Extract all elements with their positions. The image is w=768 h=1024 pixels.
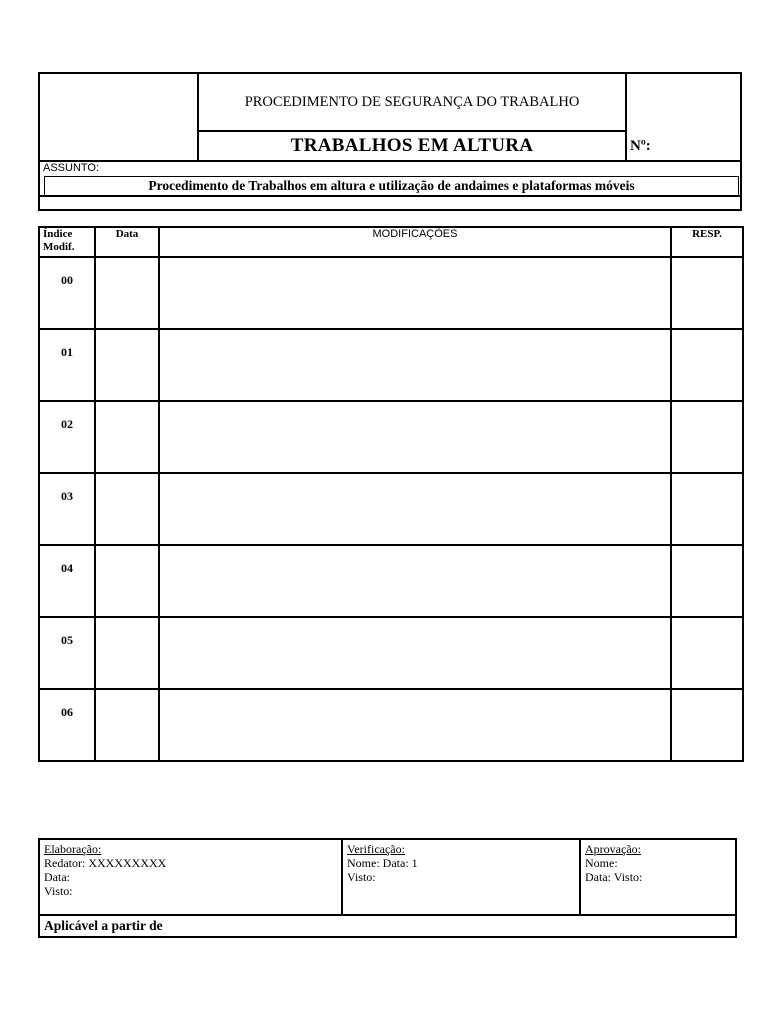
logo-area [40, 74, 199, 160]
table-row [39, 473, 743, 545]
elaboration-section [40, 840, 343, 914]
revision-date-cell [95, 545, 159, 617]
revision-index: 02 [39, 401, 95, 473]
document-number-label: Nº: [630, 137, 651, 154]
revision-resp-cell [671, 689, 743, 761]
revision-resp-cell [671, 617, 743, 689]
revision-index: 01 [39, 329, 95, 401]
approval-name: Nome: [585, 856, 618, 870]
table-row [39, 545, 743, 617]
revision-modifications-cell [159, 257, 671, 329]
document-type: PROCEDIMENTO DE SEGURANÇA DO TRABALHO [199, 74, 627, 132]
verification-section [343, 840, 581, 914]
elaboration-redator: Redator: XXXXXXXXX [44, 856, 167, 870]
revision-index: 03 [39, 473, 95, 545]
verification-name-date: Nome: Data: 1 [347, 856, 418, 870]
column-header-index [39, 227, 95, 257]
revision-index: 05 [39, 617, 95, 689]
divider [40, 195, 740, 197]
table-row [39, 617, 743, 689]
elaboration-title: Elaboração: [44, 842, 102, 856]
revision-modifications-cell [159, 545, 671, 617]
column-header-resp: RESP. [671, 227, 743, 257]
revision-modifications-cell [159, 329, 671, 401]
column-header-modifications: MODIFICAÇÕES [159, 227, 671, 257]
revision-date-cell [95, 401, 159, 473]
revision-date-cell [95, 257, 159, 329]
applicable-from: Aplicável a partir de [40, 914, 735, 936]
revision-index: 06 [39, 689, 95, 761]
revision-resp-cell [671, 257, 743, 329]
table-header-row [39, 227, 743, 257]
divider [40, 160, 740, 162]
document-title: TRABALHOS EM ALTURA [199, 132, 627, 160]
approval-date-visto: Data: Visto: [585, 870, 643, 884]
table-row [39, 689, 743, 761]
revision-date-cell [95, 689, 159, 761]
approval-block [38, 838, 737, 938]
column-header-index-line2: Modif. [43, 241, 75, 253]
revision-modifications-cell [159, 473, 671, 545]
revision-index: 04 [39, 545, 95, 617]
revisions-table [38, 226, 744, 762]
revision-resp-cell [671, 401, 743, 473]
document-header [38, 72, 742, 211]
revision-modifications-cell [159, 401, 671, 473]
table-row [39, 401, 743, 473]
revision-date-cell [95, 473, 159, 545]
elaboration-date: Data: [44, 870, 70, 884]
revision-resp-cell [671, 329, 743, 401]
subject-text: Procedimento de Trabalhos em altura e utilização de andaimes e plataformas móveis [44, 176, 739, 196]
approval-title: Aprovação: [585, 842, 641, 856]
column-header-date: Data [95, 227, 159, 257]
revision-resp-cell [671, 545, 743, 617]
verification-visto: Visto: [347, 870, 376, 884]
revision-modifications-cell [159, 689, 671, 761]
revision-index: 00 [39, 257, 95, 329]
revision-date-cell [95, 617, 159, 689]
revision-modifications-cell [159, 617, 671, 689]
subject-label: ASSUNTO: [43, 162, 100, 174]
verification-title: Verificação: [347, 842, 405, 856]
table-row [39, 257, 743, 329]
revision-date-cell [95, 329, 159, 401]
column-header-index-line1: Índice [43, 228, 73, 240]
revision-resp-cell [671, 473, 743, 545]
approval-section [581, 840, 735, 914]
elaboration-visto: Visto: [44, 884, 73, 898]
table-row [39, 329, 743, 401]
